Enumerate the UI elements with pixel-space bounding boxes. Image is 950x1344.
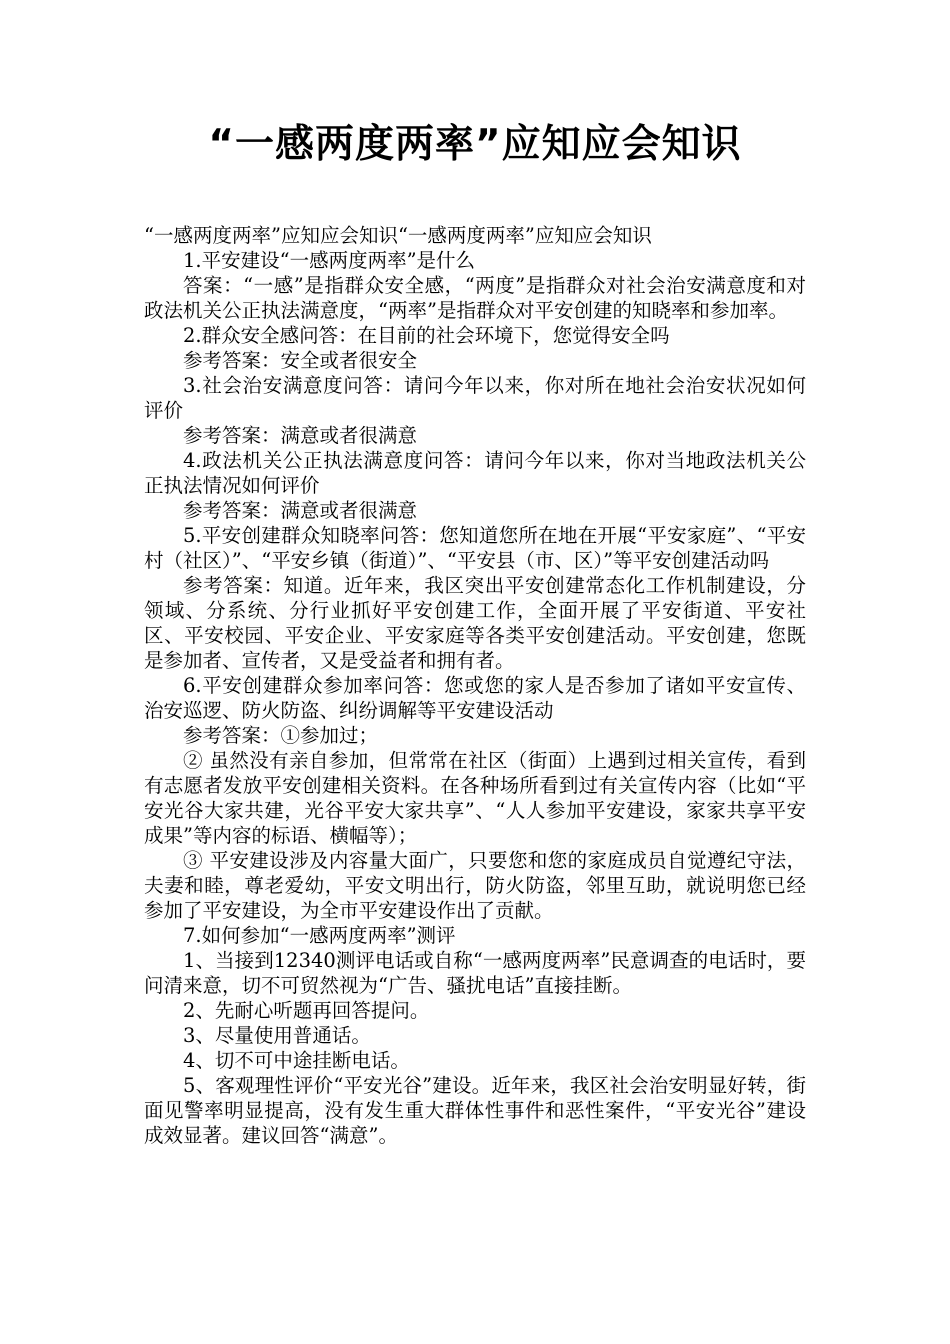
answer-4: 参考答案：满意或者很满意	[183, 499, 418, 522]
question-5: 5.平安创建群众知晓率问答：您知道您所在地在开展“平安家庭”、“平安村（社区）”、“平安乡镇（街道）”、“平安县（市、区）”等平安创建活动吗	[144, 524, 806, 572]
tip-3: 3、尽量使用普通话。	[183, 1024, 371, 1047]
answer-2: 参考答案：安全或者很安全	[183, 349, 418, 372]
answer-6-item-3: ③ 平安建设涉及内容量大面广，只要您和您的家庭成员自觉遵纪守法，夫妻和睦，尊老爱幼，平安文明出行，防火防盗，邻里互助，就说明您已经参加了平安建设，为全市平安建设作出了贡献。	[144, 849, 806, 922]
answer-6-item-1: 参考答案：①参加过；	[183, 724, 379, 747]
question-4: 4.政法机关公正执法满意度问答：请问今年以来，你对当地政法机关公正执法情况如何评价	[144, 449, 806, 497]
document-title: “一感两度两率”应知应会知识	[208, 122, 742, 167]
question-6: 6.平安创建群众参加率问答：您或您的家人是否参加了诸如平安宣传、治安巡逻、防火防盗、纠纷调解等平安建设活动	[144, 674, 806, 722]
tip-1: 1、当接到12340测评电话或自称“一感两度两率”民意调查的电话时，要问清来意，切不可贸然视为“广告、骚扰电话”直接挂断。	[144, 949, 806, 997]
tip-2: 2、先耐心听题再回答提问。	[183, 999, 430, 1022]
paragraph-intro: “一感两度两率”应知应会知识“一感两度两率”应知应会知识	[144, 224, 652, 247]
document-body	[144, 223, 806, 1148]
tip-5: 5、客观理性评价“平安光谷”建设。近年来，我区社会治安明显好转，街面见警率明显提高，没有发生重大群体性事件和恶性案件，“平安光谷”建设成效显著。建议回答“满意”。	[144, 1074, 806, 1147]
question-7: 7.如何参加“一感两度两率”测评	[183, 924, 456, 947]
question-2: 2.群众安全感问答：在目前的社会环境下，您觉得安全吗	[183, 324, 670, 347]
answer-1: 答案：“一感”是指群众安全感，“两度”是指群众对社会治安满意度和对政法机关公正执法满意度，“两率”是指群众对平安创建的知晓率和参加率。	[144, 274, 806, 322]
answer-6-item-2: ② 虽然没有亲自参加，但常常在社区（街面）上遇到过相关宣传，看到有志愿者发放平安创建相关资料。在各种场所看到过有关宣传内容（比如“平安光谷大家共建，光谷平安大家共享”、“人人参加平安建设，家家共享平安成果”等内容的标语、横幅等）；	[144, 749, 806, 847]
question-3: 3.社会治安满意度问答：请问今年以来，你对所在地社会治安状况如何评价	[144, 374, 806, 422]
answer-5: 参考答案：知道。近年来，我区突出平安创建常态化工作机制建设，分领域、分系统、分行业抓好平安创建工作，全面开展了平安街道、平安社区、平安校园、平安企业、平安家庭等各类平安创建活动。平安创建，您既是参加者、宣传者，又是受益者和拥有者。	[144, 574, 806, 672]
question-1: 1.平安建设“一感两度两率”是什么	[183, 249, 476, 272]
answer-3: 参考答案：满意或者很满意	[183, 424, 418, 447]
tip-4: 4、切不可中途挂断电话。	[183, 1049, 410, 1072]
